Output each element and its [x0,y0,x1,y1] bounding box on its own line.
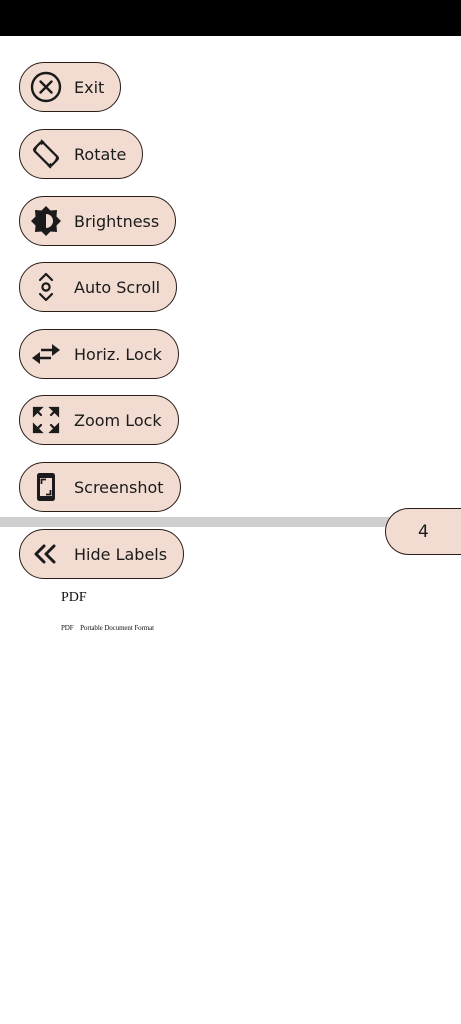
rotate-label: Rotate [74,144,127,164]
horiz-lock-button[interactable] [19,329,179,379]
fullscreen-icon [28,402,64,438]
screenshot-icon [28,469,64,505]
page-indicator[interactable] [385,508,461,555]
screen-rotation-icon [28,136,64,172]
zoom-lock-button[interactable] [19,395,179,445]
zoom-lock-label: Zoom Lock [74,410,162,430]
exit-label: Exit [74,77,105,97]
hide-labels-label: Hide Labels [74,544,168,564]
rotate-button[interactable] [19,129,143,179]
exit-button[interactable] [19,62,121,112]
auto-scroll-icon [28,269,64,305]
document-subtitle: PDF Portable Document Format [61,624,154,632]
document-title: PDF [61,590,87,605]
swap-horizontal-icon [28,336,64,372]
screenshot-button[interactable] [19,462,181,512]
hide-labels-button[interactable] [19,529,184,579]
auto-scroll-label: Auto Scroll [74,277,161,297]
screenshot-label: Screenshot [74,477,164,497]
page-number: 4 [418,521,429,542]
double-chevron-left-icon [28,536,64,572]
close-circle-icon [28,69,64,105]
auto-scroll-button[interactable] [19,262,177,312]
brightness-button[interactable] [19,196,176,246]
page-divider [0,517,390,527]
status-bar [0,0,461,36]
brightness-icon [28,203,64,239]
brightness-label: Brightness [74,211,160,231]
horiz-lock-label: Horiz. Lock [74,344,162,364]
